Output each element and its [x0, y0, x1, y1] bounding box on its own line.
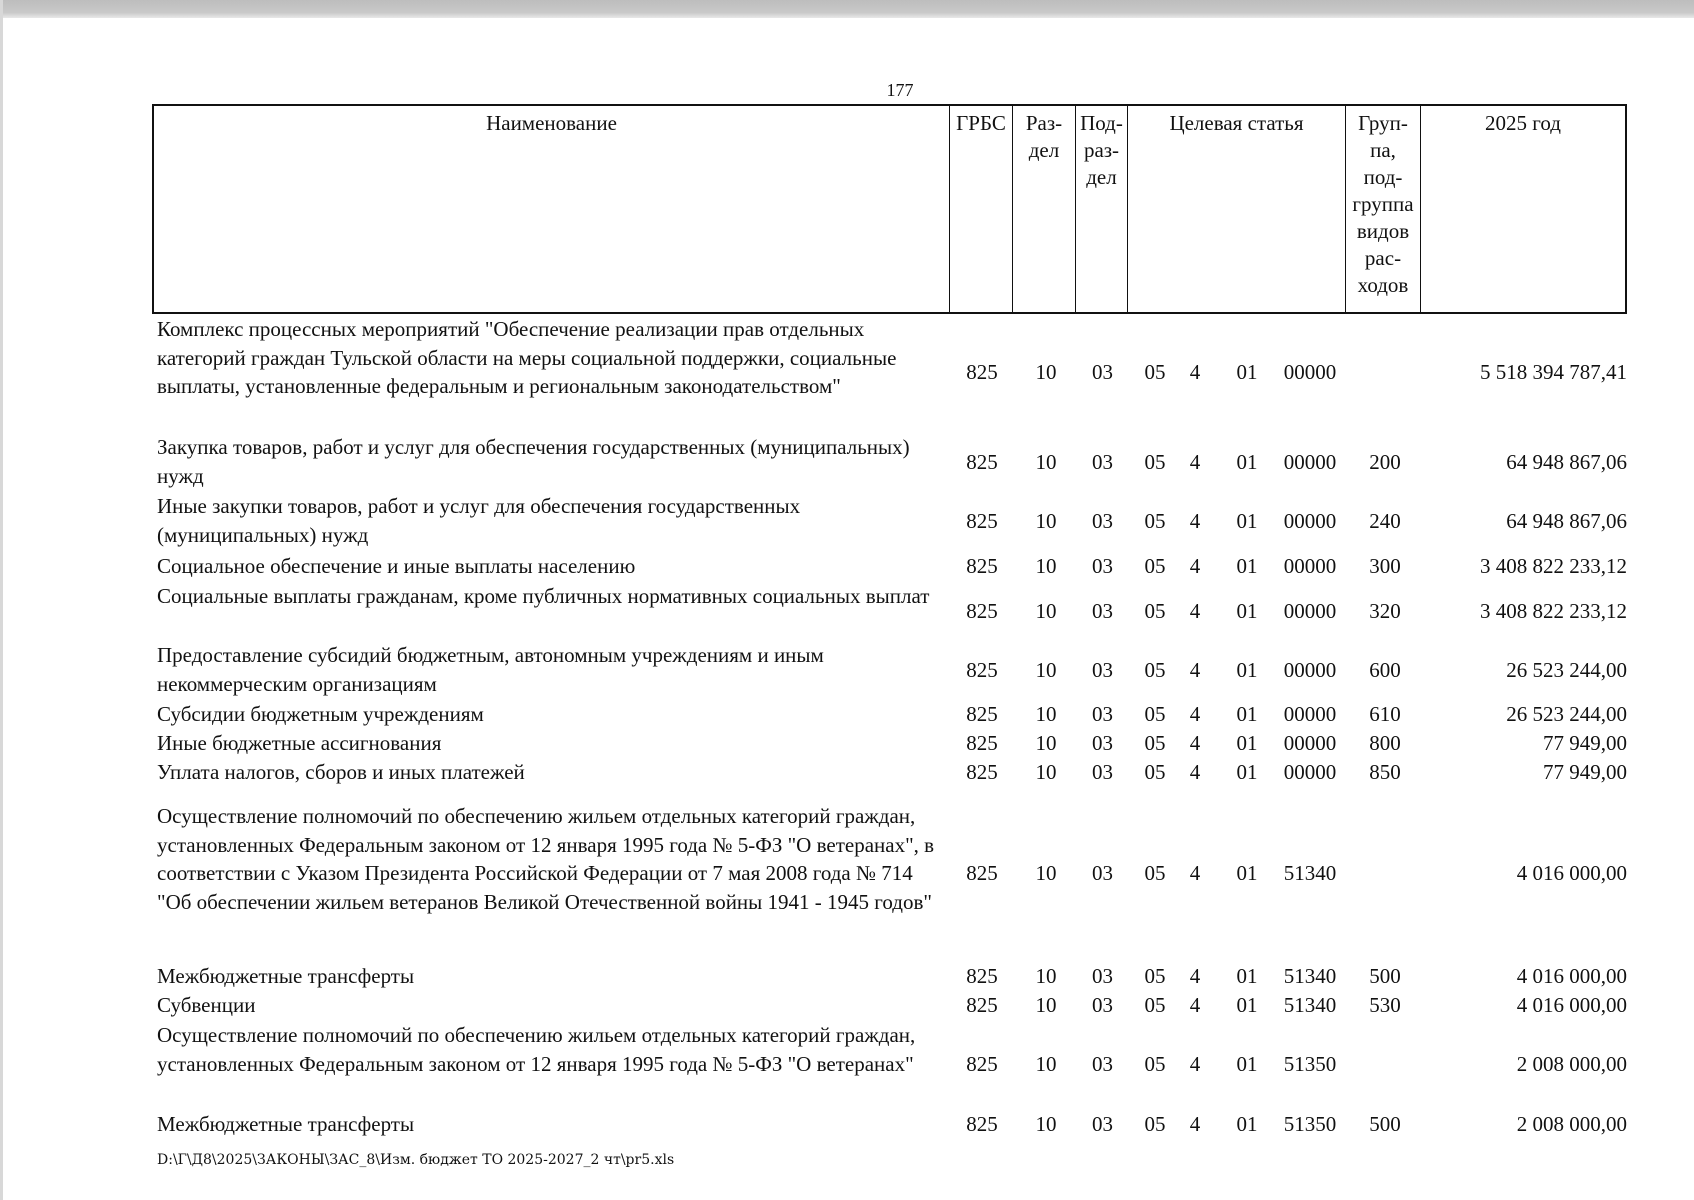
row-ts-type: 4: [1189, 861, 1201, 885]
table-row: [0, 552, 1694, 581]
row-vid: 240: [1369, 509, 1401, 533]
table-row: [0, 641, 1694, 698]
row-razdel: 10: [1035, 554, 1057, 578]
row-vid: 850: [1369, 760, 1401, 784]
row-name: Осуществление полномочий по обеспечению жильем отдельных категорий граждан, установленных Федеральным законом от 12 января 1995 года № 5-ФЗ "О ветеранах": [157, 1023, 916, 1076]
row-vid: 500: [1369, 964, 1401, 988]
row-sum: 5 518 394 787,41: [1480, 360, 1627, 384]
row-ts-element: 01: [1236, 658, 1258, 682]
row-ts-element: 01: [1236, 1112, 1258, 1136]
row-grbs: 825: [966, 760, 998, 784]
table-row: [0, 433, 1694, 490]
row-ts-direction: 00000: [1283, 450, 1337, 474]
table-row: [0, 492, 1694, 549]
row-grbs: 825: [966, 731, 998, 755]
header-name-label: Наименование: [486, 111, 617, 135]
row-ts-direction: 00000: [1283, 760, 1337, 784]
row-podrazdel: 03: [1092, 861, 1113, 885]
row-ts-direction: 00000: [1283, 658, 1337, 682]
row-razdel: 10: [1035, 1112, 1057, 1136]
row-name: Закупка товаров, работ и услуг для обеспечения государственных (муниципальных) нужд: [157, 435, 910, 488]
row-podrazdel: 03: [1092, 760, 1113, 784]
row-razdel: 10: [1035, 599, 1057, 623]
row-ts-direction: 51340: [1283, 861, 1337, 885]
row-grbs: 825: [966, 1112, 998, 1136]
row-ts-type: 4: [1189, 599, 1201, 623]
table-row: [0, 700, 1694, 729]
row-sum: 77 949,00: [1543, 731, 1627, 755]
header-vid-line: видов: [1356, 219, 1410, 243]
row-podrazdel: 03: [1092, 993, 1113, 1017]
table-row: [0, 729, 1694, 758]
row-name: Субвенции: [157, 993, 256, 1017]
table-row: [0, 1110, 1694, 1139]
row-podrazdel: 03: [1092, 1052, 1113, 1076]
row-podrazdel: 03: [1092, 702, 1113, 726]
row-razdel: 10: [1035, 509, 1057, 533]
header-podrazdel-line: раз-: [1083, 138, 1120, 162]
row-ts-element: 01: [1236, 993, 1258, 1017]
row-podrazdel: 03: [1092, 658, 1113, 682]
row-ts-direction: 51340: [1283, 993, 1337, 1017]
row-ts-program: 05: [1144, 1052, 1166, 1076]
header-razdel-line: дел: [1028, 138, 1060, 162]
row-ts-direction: 00000: [1283, 599, 1337, 623]
row-podrazdel: 03: [1092, 1112, 1113, 1136]
row-ts-element: 01: [1236, 509, 1258, 533]
row-vid: 600: [1369, 658, 1401, 682]
row-name: Иные закупки товаров, работ и услуг для обеспечения государственных (муниципальных) нужд: [157, 494, 801, 547]
row-podrazdel: 03: [1092, 964, 1113, 988]
row-ts-element: 01: [1236, 450, 1258, 474]
row-grbs: 825: [966, 658, 998, 682]
row-ts-program: 05: [1144, 993, 1166, 1017]
header-vid-line: па,: [1370, 138, 1396, 162]
table-row: [0, 802, 1694, 945]
row-ts-element: 01: [1236, 360, 1258, 384]
row-ts-element: 01: [1236, 702, 1258, 726]
row-sum: 3 408 822 233,12: [1480, 599, 1627, 623]
row-razdel: 10: [1035, 658, 1057, 682]
row-ts-type: 4: [1189, 658, 1201, 682]
table-row: [0, 758, 1694, 787]
row-vid: 530: [1369, 993, 1401, 1017]
row-sum: 4 016 000,00: [1516, 993, 1627, 1017]
row-ts-direction: 51350: [1283, 1052, 1337, 1076]
row-razdel: 10: [1035, 360, 1057, 384]
row-ts-direction: 00000: [1283, 509, 1337, 533]
row-sum: 26 523 244,00: [1506, 702, 1627, 726]
row-ts-type: 4: [1189, 554, 1201, 578]
row-ts-type: 4: [1189, 964, 1201, 988]
row-grbs: 825: [966, 1052, 998, 1076]
row-ts-type: 4: [1189, 450, 1201, 474]
row-ts-program: 05: [1144, 509, 1166, 533]
row-ts-type: 4: [1189, 360, 1201, 384]
row-razdel: 10: [1035, 993, 1057, 1017]
row-grbs: 825: [966, 554, 998, 578]
row-vid: 300: [1369, 554, 1401, 578]
row-razdel: 10: [1035, 1052, 1057, 1076]
row-ts-program: 05: [1144, 702, 1166, 726]
row-podrazdel: 03: [1092, 450, 1113, 474]
table-row: [0, 1021, 1694, 1107]
header-vid-line: ходов: [1357, 273, 1409, 297]
row-vid: 800: [1369, 731, 1401, 755]
row-ts-program: 05: [1144, 658, 1166, 682]
row-ts-type: 4: [1189, 731, 1201, 755]
row-name: Межбюджетные трансферты: [157, 964, 415, 988]
row-ts-direction: 00000: [1283, 554, 1337, 578]
row-sum: 2 008 000,00: [1516, 1112, 1627, 1136]
row-sum: 2 008 000,00: [1516, 1052, 1627, 1076]
header-year-label: 2025 год: [1485, 111, 1561, 135]
row-sum: 26 523 244,00: [1506, 658, 1627, 682]
header-vid-line: под-: [1363, 165, 1403, 189]
row-ts-element: 01: [1236, 731, 1258, 755]
row-podrazdel: 03: [1092, 599, 1113, 623]
row-name: Иные бюджетные ассигнования: [157, 731, 442, 755]
row-sum: 64 948 867,06: [1506, 450, 1627, 474]
row-grbs: 825: [966, 702, 998, 726]
row-ts-program: 05: [1144, 360, 1166, 384]
header-celevaya-label: Целевая статья: [1169, 111, 1304, 135]
row-vid: 610: [1369, 702, 1401, 726]
row-ts-type: 4: [1189, 1112, 1201, 1136]
row-ts-element: 01: [1236, 599, 1258, 623]
row-podrazdel: 03: [1092, 554, 1113, 578]
row-sum: 4 016 000,00: [1516, 861, 1627, 885]
row-ts-program: 05: [1144, 554, 1166, 578]
header-podrazdel-line: дел: [1086, 165, 1117, 189]
row-ts-program: 05: [1144, 599, 1166, 623]
row-razdel: 10: [1035, 760, 1057, 784]
row-ts-element: 01: [1236, 554, 1258, 578]
row-grbs: 825: [966, 360, 998, 384]
row-name: Предоставление субсидий бюджетным, автономным учреждениям и иным некоммерческим организациям: [157, 643, 824, 696]
row-ts-element: 01: [1236, 760, 1258, 784]
row-name: Уплата налогов, сборов и иных платежей: [157, 760, 525, 784]
row-ts-type: 4: [1189, 1052, 1201, 1076]
page-number: 177: [886, 80, 914, 100]
row-ts-direction: 00000: [1283, 731, 1337, 755]
row-grbs: 825: [966, 964, 998, 988]
header-podrazdel-line: Под-: [1080, 111, 1123, 135]
header-razdel-line: Раз-: [1025, 111, 1063, 135]
row-ts-direction: 00000: [1283, 702, 1337, 726]
row-razdel: 10: [1035, 731, 1057, 755]
table-row: [0, 962, 1694, 991]
header-grbs-label: ГРБС: [956, 111, 1006, 135]
header-vid-line: группа: [1352, 192, 1414, 216]
row-razdel: 10: [1035, 702, 1057, 726]
row-ts-direction: 51350: [1283, 1112, 1337, 1136]
row-ts-program: 05: [1144, 731, 1166, 755]
row-name: Социальное обеспечение и иные выплаты населению: [157, 554, 636, 578]
row-sum: 77 949,00: [1543, 760, 1627, 784]
row-sum: 4 016 000,00: [1516, 964, 1627, 988]
row-razdel: 10: [1035, 964, 1057, 988]
row-vid: 320: [1369, 599, 1401, 623]
row-ts-program: 05: [1144, 1112, 1166, 1136]
row-razdel: 10: [1035, 450, 1057, 474]
row-ts-direction: 00000: [1283, 360, 1337, 384]
row-ts-program: 05: [1144, 861, 1166, 885]
row-podrazdel: 03: [1092, 360, 1113, 384]
row-grbs: 825: [966, 450, 998, 474]
row-podrazdel: 03: [1092, 731, 1113, 755]
table-row: [0, 991, 1694, 1020]
row-ts-program: 05: [1144, 760, 1166, 784]
header-vid-line: рас-: [1364, 246, 1402, 270]
row-vid: 500: [1369, 1112, 1401, 1136]
row-name: Субсидии бюджетным учреждениям: [157, 702, 484, 726]
row-razdel: 10: [1035, 861, 1057, 885]
row-sum: 3 408 822 233,12: [1480, 554, 1627, 578]
row-name: Социальные выплаты гражданам, кроме публичных нормативных социальных выплат: [157, 584, 930, 608]
row-ts-element: 01: [1236, 964, 1258, 988]
row-grbs: 825: [966, 861, 998, 885]
row-podrazdel: 03: [1092, 509, 1113, 533]
row-ts-type: 4: [1189, 760, 1201, 784]
row-sum: 64 948 867,06: [1506, 509, 1627, 533]
row-ts-element: 01: [1236, 861, 1258, 885]
row-name: Межбюджетные трансферты: [157, 1112, 415, 1136]
row-ts-element: 01: [1236, 1052, 1258, 1076]
row-ts-program: 05: [1144, 450, 1166, 474]
row-grbs: 825: [966, 599, 998, 623]
row-vid: 200: [1369, 450, 1401, 474]
row-grbs: 825: [966, 993, 998, 1017]
row-grbs: 825: [966, 509, 998, 533]
row-ts-type: 4: [1189, 993, 1201, 1017]
table-row: [0, 315, 1694, 429]
row-ts-type: 4: [1189, 509, 1201, 533]
table-row: [0, 582, 1694, 639]
row-ts-direction: 51340: [1283, 964, 1337, 988]
row-name: Комплекс процессных мероприятий "Обеспечение реализации прав отдельных категорий граждан Тульской области на меры социальной поддержки, социальные выплаты, установленные федеральным и региональным законодательством": [157, 317, 897, 398]
header-vid-line: Груп-: [1358, 111, 1408, 135]
row-ts-type: 4: [1189, 702, 1201, 726]
footer-file-path: D:\Г\Д8\2025\ЗАКОНЫ\ЗАС_8\Изм. бюджет ТО 2025-2027_2 чт\pr5.xls: [157, 1152, 675, 1168]
row-ts-program: 05: [1144, 964, 1166, 988]
row-name: Осуществление полномочий по обеспечению жильем отдельных категорий граждан, установленных Федеральным законом от 12 января 1995 года № 5-ФЗ "О ветеранах", в соответствии с Указом Президента Российской Федерации от 7 мая 2008 года № 714 "Об обеспечении жильем ветеранов Великой Отечественной войны 1941 - 1945 годов": [157, 804, 935, 914]
